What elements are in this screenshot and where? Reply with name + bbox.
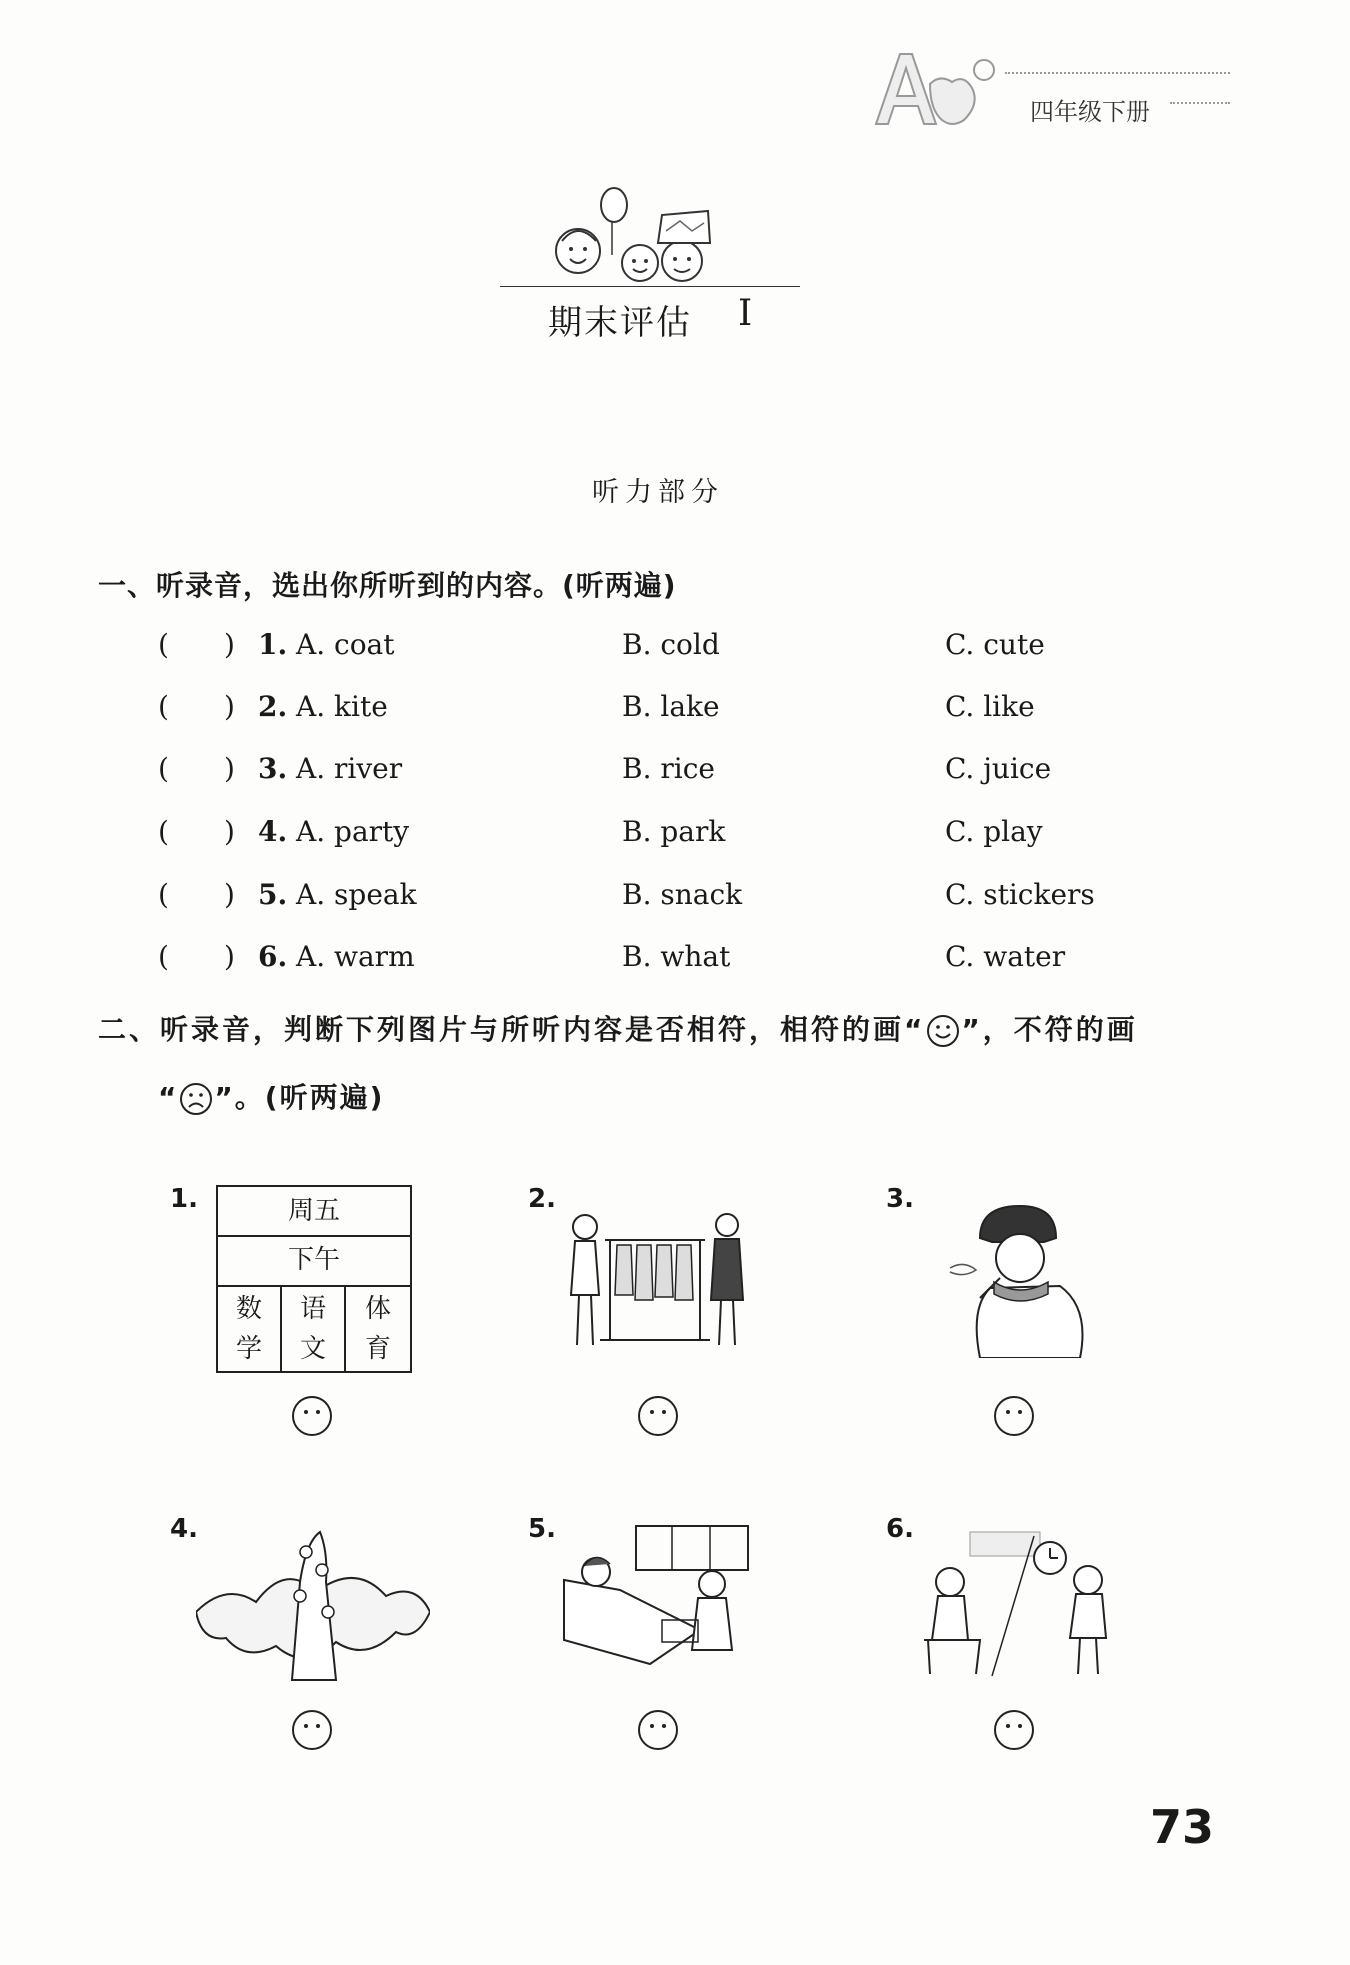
subject-char: 文 — [299, 1334, 326, 1364]
option-b: B. cold — [622, 628, 720, 661]
answer-close-paren: ) — [224, 815, 235, 848]
q1-item-number: 4. — [258, 815, 288, 848]
q1-item-number: 2. — [258, 690, 288, 723]
blank-face-icon[interactable] — [636, 1708, 680, 1752]
q2-heading-text-2: ”，不符的画 — [961, 1013, 1138, 1046]
page-number: 73 — [1150, 1800, 1215, 1854]
ab-letters-logo-icon — [868, 44, 1008, 130]
option-c: C. play — [945, 815, 1043, 848]
blank-face-icon[interactable] — [290, 1394, 334, 1438]
schedule-table — [216, 1185, 412, 1373]
option-c: C. juice — [945, 752, 1052, 785]
option-a: A. speak — [296, 878, 417, 911]
schedule-period: 下午 — [218, 1235, 410, 1287]
blank-face-icon[interactable] — [290, 1708, 334, 1752]
option-c: C. like — [945, 690, 1035, 723]
option-a: A. kite — [296, 690, 388, 723]
cold-man-in-hat-icon — [940, 1198, 1090, 1358]
blank-face-icon[interactable] — [992, 1708, 1036, 1752]
smile-face-icon — [925, 1013, 961, 1049]
answer-open-paren: ( — [158, 628, 169, 661]
answer-close-paren: ) — [224, 878, 235, 911]
page-title: 期末评估 — [548, 303, 692, 343]
schedule-subject — [282, 1285, 346, 1371]
header-dotted-line-short — [1170, 102, 1230, 104]
blank-face-icon[interactable] — [636, 1394, 680, 1438]
q1-item — [0, 878, 1350, 918]
schedule-subject — [346, 1285, 410, 1371]
option-b: B. rice — [622, 752, 715, 785]
q1-item — [0, 752, 1350, 792]
header-dotted-line — [1005, 72, 1230, 74]
answer-open-paren: ( — [158, 878, 169, 911]
q1-item-number: 6. — [258, 940, 288, 973]
q1-item — [0, 628, 1350, 668]
answer-close-paren: ) — [224, 690, 235, 723]
picture-number: 3. — [886, 1184, 914, 1214]
header-grade: 四年级下册 — [1030, 98, 1150, 126]
option-c: C. stickers — [945, 878, 1095, 911]
option-b: B. park — [622, 815, 726, 848]
answer-close-paren: ) — [224, 628, 235, 661]
option-c: C. water — [945, 940, 1066, 973]
q2-heading-text-1: 二、听录音，判断下列图片与所听内容是否相符，相符的画“ — [98, 1013, 926, 1046]
title-rule — [500, 286, 800, 287]
blank-face-icon[interactable] — [992, 1394, 1036, 1438]
option-a: A. warm — [296, 940, 415, 973]
clothes-rack-shoppers-icon — [555, 1205, 755, 1350]
picture-number: 5. — [528, 1514, 556, 1544]
schedule-day: 周五 — [218, 1187, 410, 1237]
option-b: B. what — [622, 940, 731, 973]
picture-number: 2. — [528, 1184, 556, 1214]
picture-number: 6. — [886, 1514, 914, 1544]
monkeys-on-tree-icon — [196, 1522, 430, 1682]
option-b: B. lake — [622, 690, 720, 723]
q2-heading-text-4: ”。(听两遍) — [214, 1081, 385, 1114]
q1-item — [0, 940, 1350, 980]
option-a: A. river — [296, 752, 403, 785]
sad-face-icon — [178, 1081, 214, 1117]
q1-item — [0, 815, 1350, 855]
answer-open-paren: ( — [158, 940, 169, 973]
answer-open-paren: ( — [158, 690, 169, 723]
q1-item — [0, 690, 1350, 730]
schedule-subject — [218, 1285, 282, 1371]
option-b: B. snack — [622, 878, 743, 911]
subject-char: 语 — [299, 1294, 326, 1324]
answer-close-paren: ) — [224, 940, 235, 973]
answer-open-paren: ( — [158, 815, 169, 848]
section-title: 听力部分 — [592, 477, 724, 508]
q1-item-number: 5. — [258, 878, 288, 911]
answer-close-paren: ) — [224, 752, 235, 785]
q1-item-number: 3. — [258, 752, 288, 785]
subject-char: 体 — [364, 1294, 391, 1324]
q1-heading: 一、听录音，选出你所听到的内容。(听两遍) — [98, 569, 677, 602]
option-a: A. coat — [296, 628, 395, 661]
subject-char: 育 — [364, 1334, 391, 1364]
title-numeral: Ⅰ — [738, 293, 753, 334]
boys-on-phone-icon — [920, 1528, 1116, 1676]
children-with-balloon-icon — [540, 185, 750, 290]
picture-number: 1. — [170, 1184, 198, 1214]
subject-char: 学 — [235, 1334, 262, 1364]
q2-heading-line2 — [158, 1076, 384, 1117]
sick-girl-in-bed-icon — [560, 1520, 754, 1666]
subject-char: 数 — [235, 1294, 262, 1324]
q2-heading-text-3: “ — [158, 1081, 179, 1114]
q2-heading — [98, 1008, 1138, 1049]
option-a: A. party — [296, 815, 410, 848]
option-c: C. cute — [945, 628, 1045, 661]
picture-number: 4. — [170, 1514, 198, 1544]
answer-open-paren: ( — [158, 752, 169, 785]
q1-item-number: 1. — [258, 628, 288, 661]
